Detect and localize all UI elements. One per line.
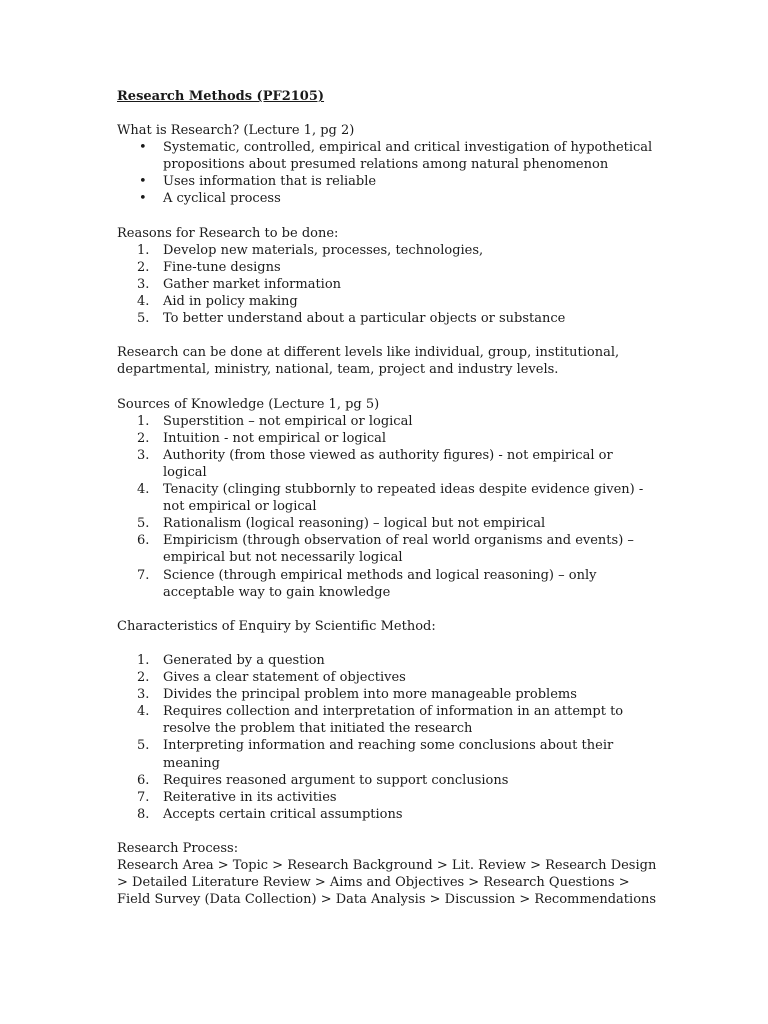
bullet-list-what-is-research	[117, 139, 657, 207]
section-heading-reasons: Reasons for Research to be done:	[117, 225, 339, 241]
section-heading-research-process: Research Process:	[117, 841, 239, 857]
list-item: 7. Reiterative in its activities	[137, 789, 337, 805]
list-item: 3. Authority (from those viewed as authority figures) - not empirical or logical	[137, 447, 613, 480]
document-body	[117, 88, 657, 908]
number-marker: 3.	[137, 447, 150, 463]
number-marker: 5.	[137, 311, 150, 327]
list-item: 4. Aid in policy making	[137, 294, 298, 310]
list-item: 2. Fine-tune designs	[137, 259, 281, 275]
number-marker: 4.	[137, 294, 150, 310]
numbered-list-reasons	[117, 242, 657, 327]
list-item: 1. Superstition – not empirical or logical	[137, 413, 413, 429]
numbered-list-sources	[117, 413, 657, 601]
spacer	[117, 601, 657, 618]
spacer	[117, 823, 657, 840]
spacer	[117, 208, 657, 225]
spacer	[117, 327, 657, 344]
number-marker: 2.	[137, 670, 150, 686]
list-item: 4. Tenacity (clinging stubbornly to repeated ideas despite evidence given) - not empirical or logical	[137, 482, 644, 515]
section-heading-what-is-research: What is Research? (Lecture 1, pg 2)	[117, 123, 355, 139]
numbered-list-characteristics	[117, 652, 657, 823]
list-item: 5. Rationalism (logical reasoning) – logical but not empirical	[137, 516, 546, 532]
number-marker: 1.	[137, 413, 150, 429]
number-marker: 5.	[137, 738, 150, 754]
number-marker: 8.	[137, 806, 150, 822]
list-item: 3. Divides the principal problem into more manageable problems	[137, 687, 577, 703]
number-marker: 4.	[137, 704, 150, 720]
list-item: 2. Intuition - not empirical or logical	[137, 430, 387, 446]
bullet-marker: •	[139, 191, 147, 207]
number-marker: 4.	[137, 482, 150, 498]
number-marker: 3.	[137, 687, 150, 703]
spacer	[117, 379, 657, 396]
list-item: 6. Empiricism (through observation of real world organisms and events) – empirical but not necessarily logical	[137, 533, 634, 566]
number-marker: 7.	[137, 789, 150, 805]
list-item: • Systematic, controlled, empirical and critical investigation of hypothetical propositions about presumed relations among natural phenomenon	[139, 140, 653, 173]
paragraph-research-process: Research Area > Topic > Research Background > Lit. Review > Research Design > Detailed Literature Review > Aims and Objectives > Research Questions > Field Survey (Data Collection) > Data Analysis > Discussion > Recommendations	[117, 858, 657, 908]
list-item: 4. Requires collection and interpretation of information in an attempt to resolve the problem that initiated the research	[137, 704, 624, 737]
number-marker: 5.	[137, 516, 150, 532]
document-title: Research Methods (PF2105)	[117, 89, 325, 104]
list-item: 1. Develop new materials, processes, technologies,	[137, 242, 484, 258]
list-item: 2. Gives a clear statement of objectives	[137, 670, 406, 686]
number-marker: 2.	[137, 259, 150, 275]
spacer	[117, 635, 657, 652]
section-heading-sources: Sources of Knowledge (Lecture 1, pg 5)	[117, 396, 380, 412]
bullet-marker: •	[139, 140, 147, 156]
number-marker: 2.	[137, 430, 150, 446]
list-item: • Uses information that is reliable	[139, 174, 377, 190]
list-item: 3. Gather market information	[137, 276, 342, 292]
number-marker: 6.	[137, 772, 150, 788]
number-marker: 7.	[137, 567, 150, 583]
bullet-marker: •	[139, 174, 147, 190]
number-marker: 6.	[137, 533, 150, 549]
paragraph-research-levels: Research can be done at different levels like individual, group, institutional, departmental, ministry, national, team, project and industry levels.	[117, 345, 620, 378]
list-item: 5. Interpreting information and reaching some conclusions about their meaning	[137, 738, 614, 771]
list-item: 5. To better understand about a particular objects or substance	[137, 311, 566, 327]
list-item: 7. Science (through empirical methods and logical reasoning) – only acceptable way to gain knowledge	[137, 567, 597, 600]
list-item: 8. Accepts certain critical assumptions	[137, 806, 403, 822]
list-item: 1. Generated by a question	[137, 653, 325, 668]
number-marker: 1.	[137, 653, 150, 668]
number-marker: 1.	[137, 242, 150, 258]
list-item: 6. Requires reasoned argument to support conclusions	[137, 772, 509, 788]
section-heading-characteristics: Characteristics of Enquiry by Scientific Method:	[117, 618, 436, 634]
list-item: • A cyclical process	[139, 191, 281, 207]
number-marker: 3.	[137, 276, 150, 292]
